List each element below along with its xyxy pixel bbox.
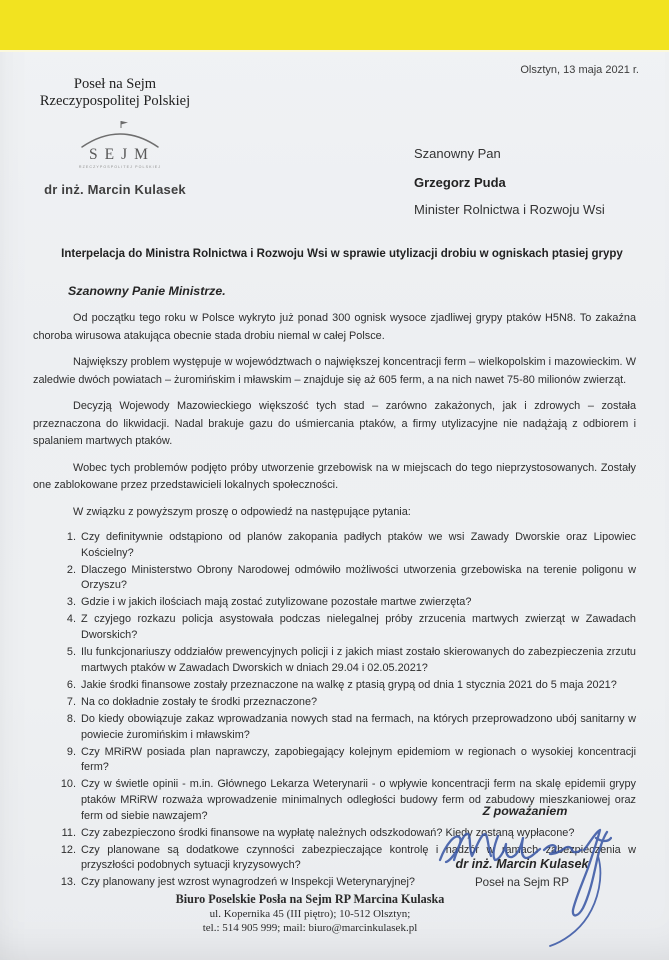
logo-text: SEJM [89, 146, 155, 163]
letter-title: Interpelacja do Ministra Rolnictwa i Rozwoju Wsi w sprawie utylizacji drobiu w ogniskach ptasiej grypy [61, 248, 623, 260]
letter-salutation: Szanowny Panie Ministrze. [68, 284, 226, 298]
question-item: 2. Dlaczego Ministerstwo Obrony Narodowej odmówiło możliwości utworzenia grzebowiska na terenie poligonu w Orzyszu? [79, 563, 636, 594]
sender-block [20, 76, 210, 110]
questions-intro: W związku z powyższym proszę o odpowiedź na następujące pytania: [73, 505, 411, 518]
question-item: 11. Czy zabezpieczono środki finansowe na wypłatę należnych odszkodowań? Kiedy zostaną wypłacone? [79, 826, 636, 842]
sejm-logo [76, 118, 164, 172]
handwritten-signature-icon [432, 820, 612, 948]
valediction: Z poważaniem [482, 804, 568, 818]
logo-caption: RZECZYPOSPOLITEJ POLSKIEJ [78, 165, 162, 169]
recipient-title: Minister Rolnictwa i Rozwoju Wsi [414, 202, 605, 217]
question-item: 4. Z czyjego rozkazu policja asystowała podczas nielegalnej próby zrzucenia martwych zwierząt w Zawadach Dworskich? [79, 612, 636, 643]
sender-line1: Poseł na Sejm [73, 76, 157, 92]
question-item: 5. Ilu funkcjonariuszy oddziałów prewencyjnych policji i z jakich miast zostało skierowanych do zabezpieczenia zrzutu martwych ptaków w Zawadach Dworskich w dniach 29.04 i 02.05.2021? [79, 645, 636, 676]
flag-icon [121, 121, 128, 128]
sender-name: dr inż. Marcin Kulasek [44, 182, 186, 197]
question-item: 6. Jakie środki finansowe zostały przeznaczone na walkę z ptasią grypą od dnia 1 stycznia 2021 do 5 maja 2021? [79, 678, 636, 694]
recipient-block [414, 146, 605, 217]
question-item: 12. Czy planowane są dodatkowe czynności zabezpieczające kontrolę i nadzór w ramach zabezpieczenia w przyszłości podobnych sytuacji kryzysowych? [79, 843, 636, 874]
recipient-name: Grzegorz Puda [414, 175, 506, 190]
paragraph: Największy problem występuje w województwach o największej koncentracji ferm – wielkopolskim i mazowieckim. W zaledwie dwóch powiatach – żuromińskim i mławskim – znajduje się aż 605 ferm, a na nich nawet 75-80 milionów zwierząt. [33, 356, 636, 386]
sender-line2: Rzeczypospolitej Polskiej [39, 93, 191, 109]
signer-role: Poseł na Sejm RP [474, 876, 570, 889]
yellow-top-banner [0, 0, 669, 52]
signer-name: dr inż. Marcin Kulasek [455, 857, 589, 871]
question-item: 7. Na co dokładnie zostały te środki przeznaczone? [79, 695, 636, 711]
footer-address: ul. Kopernika 45 (III piętro); 10-512 Olsztyn; [209, 908, 411, 920]
question-item: 3. Gdzie i w jakich ilościach mają zostać zutylizowane pozostałe martwe zwierzęta? [79, 595, 636, 611]
paragraph: Od początku tego roku w Polsce wykryto już ponad 300 ognisk wysoce zjadliwej grypy ptaków H5N8. To zakaźna choroba wirusowa atakująca obecnie stada drobiu niemal w całej Polsce. [33, 312, 636, 342]
footer-contact: tel.: 514 905 999; mail: biuro@marcinkulasek.pl [202, 922, 418, 934]
paragraph: Wobec tych problemów podjęto próby utworzenie grzebowisk na w miejscach do tego nieprzystosowanych. Zostały one zablokowane przez przedstawicieli lokalnych społeczności. [33, 461, 636, 491]
question-item: 9. Czy MRiRW posiada plan naprawczy, zapobiegający kolejnym epidemiom w regionach o wysokiej koncentracji ferm? [79, 745, 636, 776]
paragraph: Decyzją Wojewody Mazowieckiego większość tych stad – zarówno zakażonych, jak i zdrowych – została przeznaczona do likwidacji. Nadal brakuje gazu do uśmiercania ptaków, a firmy utylizacyjne nie nadążają z odbiorem i spalaniem martwych ptaków. [33, 400, 636, 447]
question-item: 13. Czy planowany jest wzrost wynagrodzeń w Inspekcji Weterynaryjnej? [79, 875, 636, 891]
question-item: 10. Czy w świetle opinii - m.in. Głównego Lekarza Weterynarii - o wpływie koncentracji ferm na skalę epidemii grypy ptaków MRiRW rozważa wprowadzenie minimalnych odległości budowy ferm od zabudowy mieszkaniowej oraz ferm od siebie nawzajem? [79, 777, 636, 824]
footer-office-name: Biuro Poselskie Posła na Sejm RP Marcina Kulaska [175, 892, 445, 906]
recipient-salutation: Szanowny Pan [414, 146, 501, 161]
question-item: 8. Do kiedy obowiązuje zakaz wprowadzania nowych stad na fermach, na których przeprowadzono ubój sanitarny w powiecie żuromińskim i mławskim? [79, 712, 636, 743]
question-item: 1. Czy definitywnie odstąpiono od planów zakopania padłych ptaków we wsi Zawady Dworskie oraz Lipowiec Kościelny? [79, 530, 636, 561]
letter-date: Olsztyn, 13 maja 2021 r. [520, 64, 639, 76]
